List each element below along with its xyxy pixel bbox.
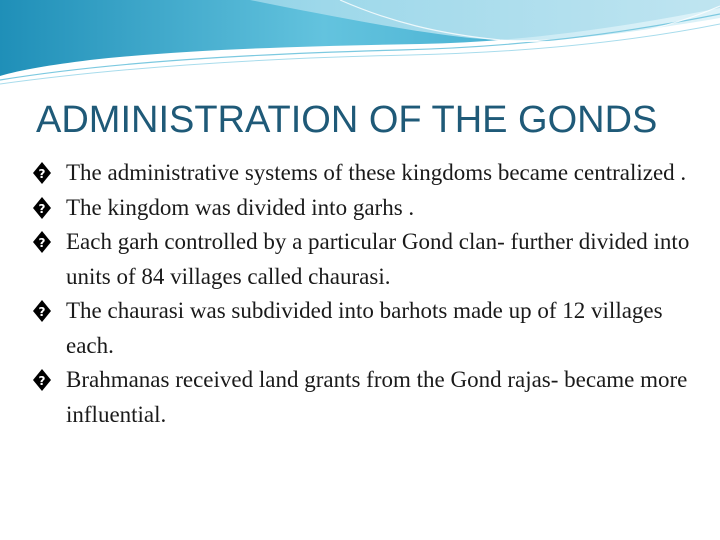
bullet-text: The kingdom was divided into garhs . <box>66 194 415 220</box>
list-item <box>30 191 700 226</box>
bullet-marker-icon <box>30 227 66 257</box>
bullet-marker-icon <box>30 296 66 326</box>
list-item <box>30 363 700 432</box>
slide-title: ADMINISTRATION OF THE GONDS <box>36 99 658 141</box>
bullet-text: The chaurasi was subdivided into barhots made up of 12 villages each. <box>66 298 663 358</box>
svg-text:?: ? <box>38 305 46 319</box>
bullet-text: Each garh controlled by a particular Gond clan- further divided into units of 84 villages called chaurasi. <box>66 229 690 289</box>
svg-text:?: ? <box>38 167 46 181</box>
svg-text:?: ? <box>38 374 46 388</box>
decorative-wave-header <box>0 0 720 90</box>
bullet-text: The administrative systems of these kingdoms became centralized . <box>66 160 687 185</box>
list-item <box>30 225 700 294</box>
svg-text:?: ? <box>38 201 46 216</box>
svg-text:?: ? <box>38 236 46 250</box>
bullet-marker-icon <box>30 365 66 395</box>
bullet-list <box>30 156 700 432</box>
list-item <box>30 156 700 191</box>
bullet-text: Brahmanas received land grants from the Gond rajas- became more influential. <box>66 367 688 427</box>
bullet-marker-icon <box>30 193 66 223</box>
bullet-marker-icon <box>30 158 66 188</box>
list-item <box>30 294 700 363</box>
